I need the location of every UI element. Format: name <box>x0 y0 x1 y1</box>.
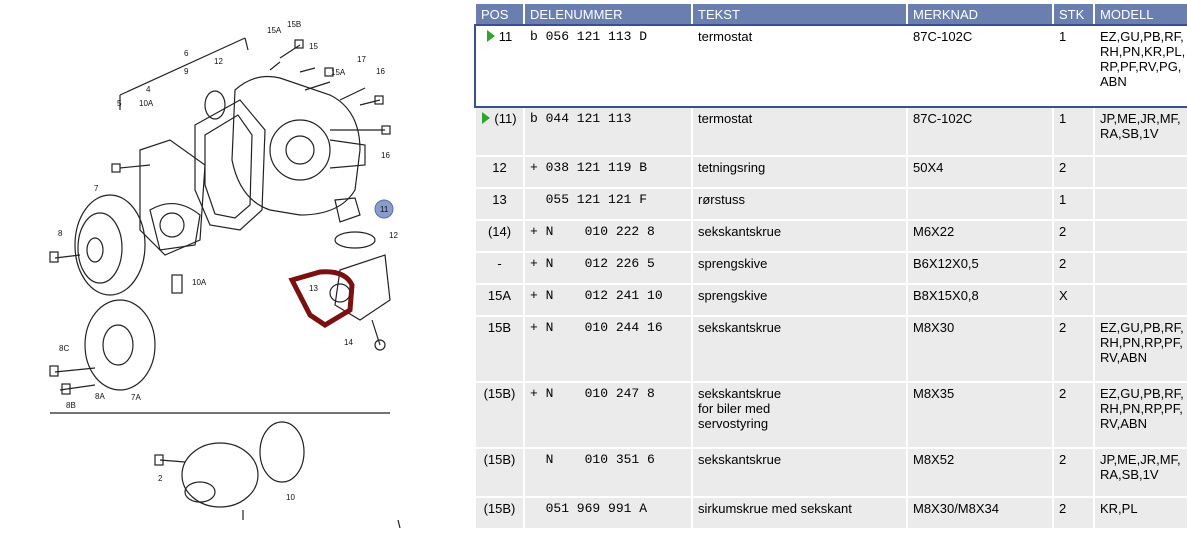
cell-part-number: b 044 121 113 <box>525 108 691 155</box>
label-16-b: 16 <box>381 151 390 160</box>
cell-pos <box>476 189 523 219</box>
table-row[interactable] <box>476 108 1187 155</box>
model-line: RH,PN,KR,PL, <box>1100 44 1186 59</box>
cell-qty: 2 <box>1054 253 1093 283</box>
label-11-marker: 11 <box>380 205 389 214</box>
parts-table-container[interactable] <box>474 2 1187 533</box>
cell-model <box>1095 498 1187 528</box>
table-row[interactable] <box>476 221 1187 251</box>
text-line: termostat <box>698 29 753 44</box>
cell-text <box>693 157 906 187</box>
cell-text <box>693 449 906 496</box>
table-row[interactable] <box>476 317 1187 381</box>
text-line: for biler med <box>698 401 771 416</box>
pos-value: 12 <box>492 160 507 175</box>
label-7a: 7A <box>131 393 141 402</box>
cell-model <box>1095 221 1187 251</box>
pos-value: 11 <box>498 29 513 44</box>
cell-model <box>1095 189 1187 219</box>
label-15: 15 <box>309 42 318 51</box>
text-line: tetningsring <box>698 160 766 175</box>
cell-note: M8X35 <box>908 383 1052 447</box>
cell-part-number: + N 010 244 16 <box>525 317 691 381</box>
label-9: 9 <box>184 67 189 76</box>
cell-pos <box>476 317 523 381</box>
cell-note: 50X4 <box>908 157 1052 187</box>
cell-part-number: + N 012 241 10 <box>525 285 691 315</box>
text-line: sirkumskrue med sekskant <box>698 501 852 516</box>
cell-note: 87C-102C <box>908 26 1052 106</box>
text-line: sprengskive <box>698 256 768 271</box>
cell-text <box>693 383 906 447</box>
cell-qty: 1 <box>1054 26 1093 106</box>
cell-qty: 2 <box>1054 449 1093 496</box>
model-line: RH,PN,RP,PF, <box>1100 335 1183 350</box>
pos-value: - <box>497 256 502 271</box>
cell-qty: 2 <box>1054 383 1093 447</box>
model-line: EZ,GU,PB,RF, <box>1100 386 1184 401</box>
model-line: EZ,GU,PB,RF, <box>1100 320 1184 335</box>
pos-value: 15B <box>487 320 512 335</box>
text-line: sekskantskrue <box>698 386 782 401</box>
text-line: sekskantskrue <box>698 452 782 467</box>
cell-note: B8X15X0,8 <box>908 285 1052 315</box>
label-8: 8 <box>58 229 63 238</box>
label-14: 14 <box>344 338 353 347</box>
label-4: 4 <box>146 85 151 94</box>
play-arrow-icon[interactable] <box>487 30 495 42</box>
model-line: JP,ME,JR,MF, <box>1100 111 1181 126</box>
label-12: 12 <box>214 57 223 66</box>
cell-pos <box>476 108 523 155</box>
cell-qty: X <box>1054 285 1093 315</box>
header-part-number: DELENUMMER <box>525 4 691 24</box>
cell-part-number: + N 010 222 8 <box>525 221 691 251</box>
cell-pos <box>476 221 523 251</box>
model-line: EZ,GU,PB,RF, <box>1100 29 1184 44</box>
table-row[interactable] <box>476 449 1187 496</box>
label-12-b: 12 <box>389 231 398 240</box>
parts-table <box>474 2 1187 530</box>
pos-value: (15B) <box>483 386 516 401</box>
label-8a: 8A <box>95 392 105 401</box>
cell-qty: 2 <box>1054 498 1093 528</box>
model-line: RV,ABN <box>1100 416 1147 431</box>
header-text: TEKST <box>693 4 906 24</box>
model-line: KR,PL <box>1100 501 1138 516</box>
play-arrow-icon[interactable] <box>482 112 490 124</box>
cell-model <box>1095 253 1187 283</box>
cell-model <box>1095 317 1187 381</box>
cell-model <box>1095 383 1187 447</box>
text-line: rørstuss <box>698 192 745 207</box>
label-16: 16 <box>376 67 385 76</box>
table-header-row <box>476 4 1187 24</box>
cell-pos <box>476 253 523 283</box>
label-15a: 15A <box>267 26 282 35</box>
cell-model <box>1095 449 1187 496</box>
cell-text <box>693 108 906 155</box>
cell-part-number: 051 969 991 A <box>525 498 691 528</box>
pos-value: (11) <box>494 111 517 126</box>
pos-value: (14) <box>487 224 512 239</box>
table-row[interactable] <box>476 383 1187 447</box>
label-10a: 10A <box>139 99 154 108</box>
cell-part-number: b 056 121 113 D <box>525 26 691 106</box>
cell-note: B6X12X0,5 <box>908 253 1052 283</box>
parts-diagram <box>0 0 470 533</box>
table-row[interactable] <box>476 498 1187 528</box>
table-row[interactable] <box>476 189 1187 219</box>
text-line: sekskantskrue <box>698 224 782 239</box>
label-15a-2: 15A <box>331 68 346 77</box>
cell-part-number: + N 010 247 8 <box>525 383 691 447</box>
pos-value: 15A <box>487 288 512 303</box>
text-line: sprengskive <box>698 288 768 303</box>
label-7: 7 <box>94 184 99 193</box>
cell-text <box>693 285 906 315</box>
cell-qty: 1 <box>1054 189 1093 219</box>
cell-part-number: + 038 121 119 B <box>525 157 691 187</box>
label-5: 5 <box>117 99 122 108</box>
pos-value: (15B) <box>483 501 516 516</box>
cell-note: M6X22 <box>908 221 1052 251</box>
table-row[interactable] <box>476 285 1187 315</box>
text-line: servostyring <box>698 416 769 431</box>
cell-model <box>1095 108 1187 155</box>
label-6: 6 <box>184 49 189 58</box>
cell-text <box>693 221 906 251</box>
cell-pos <box>476 498 523 528</box>
model-line: ABN <box>1100 74 1127 89</box>
cell-note: 87C-102C <box>908 108 1052 155</box>
cell-pos <box>476 383 523 447</box>
cell-model <box>1095 26 1187 106</box>
header-note: MERKNAD <box>908 4 1052 24</box>
cell-note: M8X52 <box>908 449 1052 496</box>
cell-text <box>693 253 906 283</box>
label-10a-2: 10A <box>192 278 207 287</box>
cell-part-number: 055 121 121 F <box>525 189 691 219</box>
label-13: 13 <box>309 284 318 293</box>
cell-text <box>693 498 906 528</box>
cell-qty: 2 <box>1054 157 1093 187</box>
header-model: MODELL <box>1095 4 1187 24</box>
model-line: RV,ABN <box>1100 350 1147 365</box>
text-line: sekskantskrue <box>698 320 782 335</box>
model-line: RP,PF,RV,PG, <box>1100 59 1182 74</box>
label-2: 2 <box>158 474 163 483</box>
cell-pos <box>476 157 523 187</box>
header-pos: POS <box>476 4 523 24</box>
cell-note: M8X30/M8X34 <box>908 498 1052 528</box>
model-line: RA,SB,1V <box>1100 126 1159 141</box>
cell-part-number: N 010 351 6 <box>525 449 691 496</box>
cell-qty: 1 <box>1054 108 1093 155</box>
label-10: 10 <box>286 493 295 502</box>
pos-value: 13 <box>492 192 507 207</box>
pos-value: (15B) <box>483 452 516 467</box>
header-qty: STK <box>1054 4 1093 24</box>
label-8c: 8C <box>59 344 70 353</box>
cell-pos <box>476 285 523 315</box>
model-line: RA,SB,1V <box>1100 467 1159 482</box>
cell-note: M8X30 <box>908 317 1052 381</box>
table-row[interactable] <box>476 157 1187 187</box>
table-row[interactable] <box>476 26 1187 106</box>
cell-qty: 2 <box>1054 317 1093 381</box>
cell-text <box>693 26 906 106</box>
cell-pos <box>476 26 523 106</box>
cell-pos <box>476 449 523 496</box>
model-line: RH,PN,RP,PF, <box>1100 401 1183 416</box>
cell-note <box>908 189 1052 219</box>
table-row[interactable] <box>476 253 1187 283</box>
label-15b: 15B <box>287 20 302 29</box>
cell-model <box>1095 285 1187 315</box>
label-8b: 8B <box>66 401 76 410</box>
cell-part-number: + N 012 226 5 <box>525 253 691 283</box>
cell-text <box>693 189 906 219</box>
label-17: 17 <box>357 55 366 64</box>
text-line: termostat <box>698 111 753 126</box>
cell-qty: 2 <box>1054 221 1093 251</box>
cell-model <box>1095 157 1187 187</box>
model-line: JP,ME,JR,MF, <box>1100 452 1181 467</box>
cell-text <box>693 317 906 381</box>
